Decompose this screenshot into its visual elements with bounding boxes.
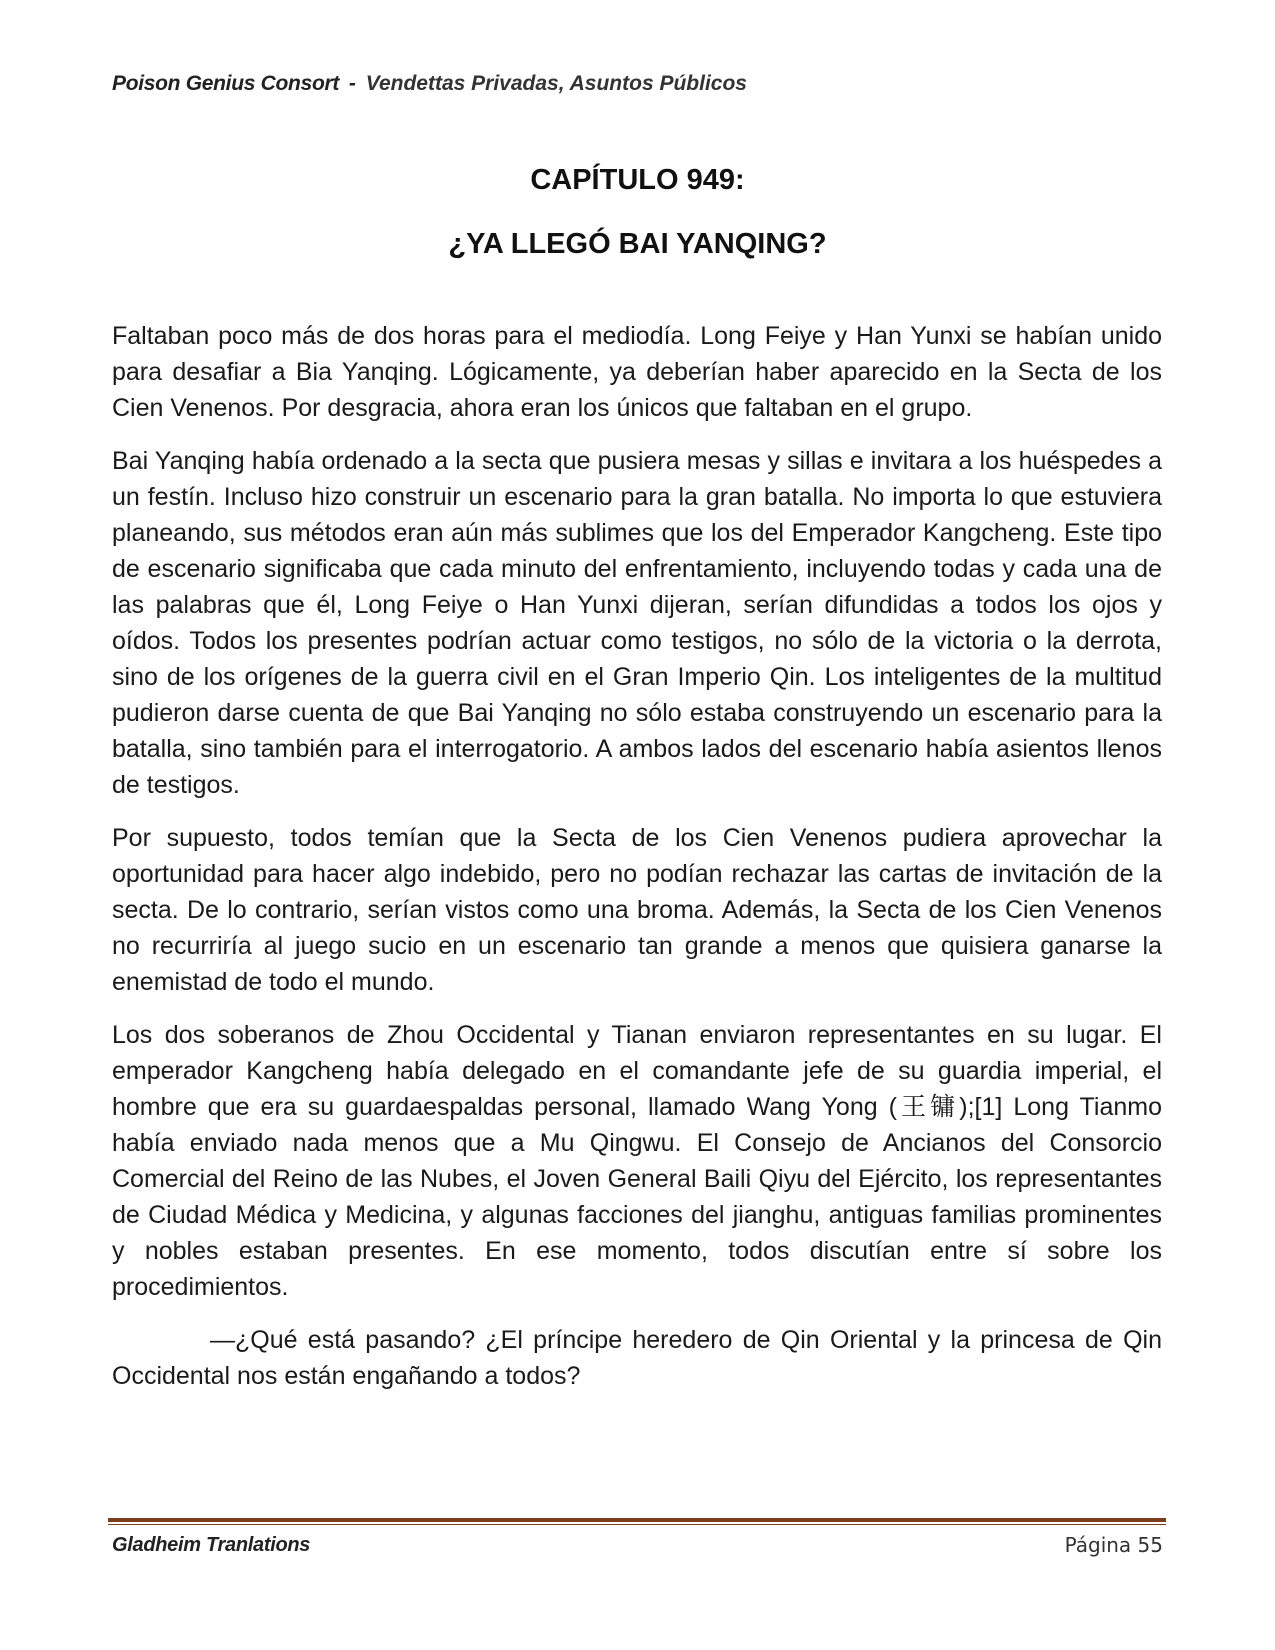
footer-rule-thick: [108, 1518, 1166, 1522]
header-separator: -: [348, 72, 356, 95]
page-number-block: [1065, 1533, 1163, 1557]
paragraph: Faltaban poco más de dos horas para el mediodía. Long Feiye y Han Yunxi se habían unido para desafiar a Bia Yanqing. Lógicamente, ya deberían haber aparecido en la Secta de los Cien Venenos. Por desgracia, ahora eran los únicos que faltaban en el grupo.: [112, 322, 1162, 422]
translator-credit: Gladheim Tranlations: [112, 1534, 311, 1556]
paragraph: Por supuesto, todos temían que la Secta de los Cien Venenos pudiera aprovechar la oportunidad para hacer algo indebido, pero no podían rechazar las cartas de invitación de la secta. De lo contrario, serían vistos como una broma. Además, la Secta de los Cien Venenos no recurriría al juego sucio en un escenario tan grande a menos que quisiera ganarse la enemistad de todo el mundo.: [112, 824, 1162, 996]
book-title: Poison Genius Consort: [112, 72, 340, 95]
arc-title: Vendettas Privadas, Asuntos Públicos: [365, 72, 747, 95]
footer-rule-thin: [108, 1524, 1166, 1525]
chapter-heading: [0, 148, 1275, 276]
chapter-body: [112, 318, 1162, 1411]
dialogue-paragraph: —¿Qué está pasando? ¿El príncipe heredero de Qin Oriental y la princesa de Qin Occidental nos están engañando a todos?: [112, 1326, 1162, 1390]
paragraph: Los dos soberanos de Zhou Occidental y Tianan enviaron representantes en su lugar. El emperador Kangcheng había delegado en el comandante jefe de su guardia imperial, el hombre que era su guardaespaldas personal, llamado Wang Yong (王镛);[1] Long Tianmo había enviado nada menos que a Mu Qingwu. El Consejo de Ancianos del Consorcio Comercial del Reino de las Nubes, el Joven General Baili Qiyu del Ejército, los representantes de Ciudad Médica y Medicina, y algunas facciones del jianghu, antiguas familias prominentes y nobles estaban presentes. En ese momento, todos discutían entre sí sobre los procedimientos.: [112, 1021, 1162, 1301]
chapter-title: ¿YA LLEGÓ BAI YANQING?: [448, 228, 827, 260]
running-header: [112, 72, 747, 96]
page-label: Página: [1064, 1533, 1132, 1557]
page-number: 55: [1137, 1533, 1163, 1557]
paragraph: Bai Yanqing había ordenado a la secta que pusiera mesas y sillas e invitara a los huéspedes a un festín. Incluso hizo construir un escenario para la gran batalla. No importa lo que estuviera planeando, sus métodos eran aún más sublimes que los del Emperador Kangcheng. Este tipo de escenario significaba que cada minuto del enfrentamiento, incluyendo todas y cada una de las palabras que él, Long Feiye o Han Yunxi dijeran, serían difundidas a todos los ojos y oídos. Todos los presentes podrían actuar como testigos, no sólo de la victoria o la derrota, sino de los orígenes de la guerra civil en el Gran Imperio Qin. Los inteligentes de la multitud pudieron darse cuenta de que Bai Yanqing no sólo estaba construyendo un escenario para la batalla, sino también para el interrogatorio. A ambos lados del escenario había asientos llenos de testigos.: [112, 447, 1162, 799]
chapter-number: CAPÍTULO 949:: [530, 164, 745, 196]
footer-rule: [108, 1518, 1166, 1526]
